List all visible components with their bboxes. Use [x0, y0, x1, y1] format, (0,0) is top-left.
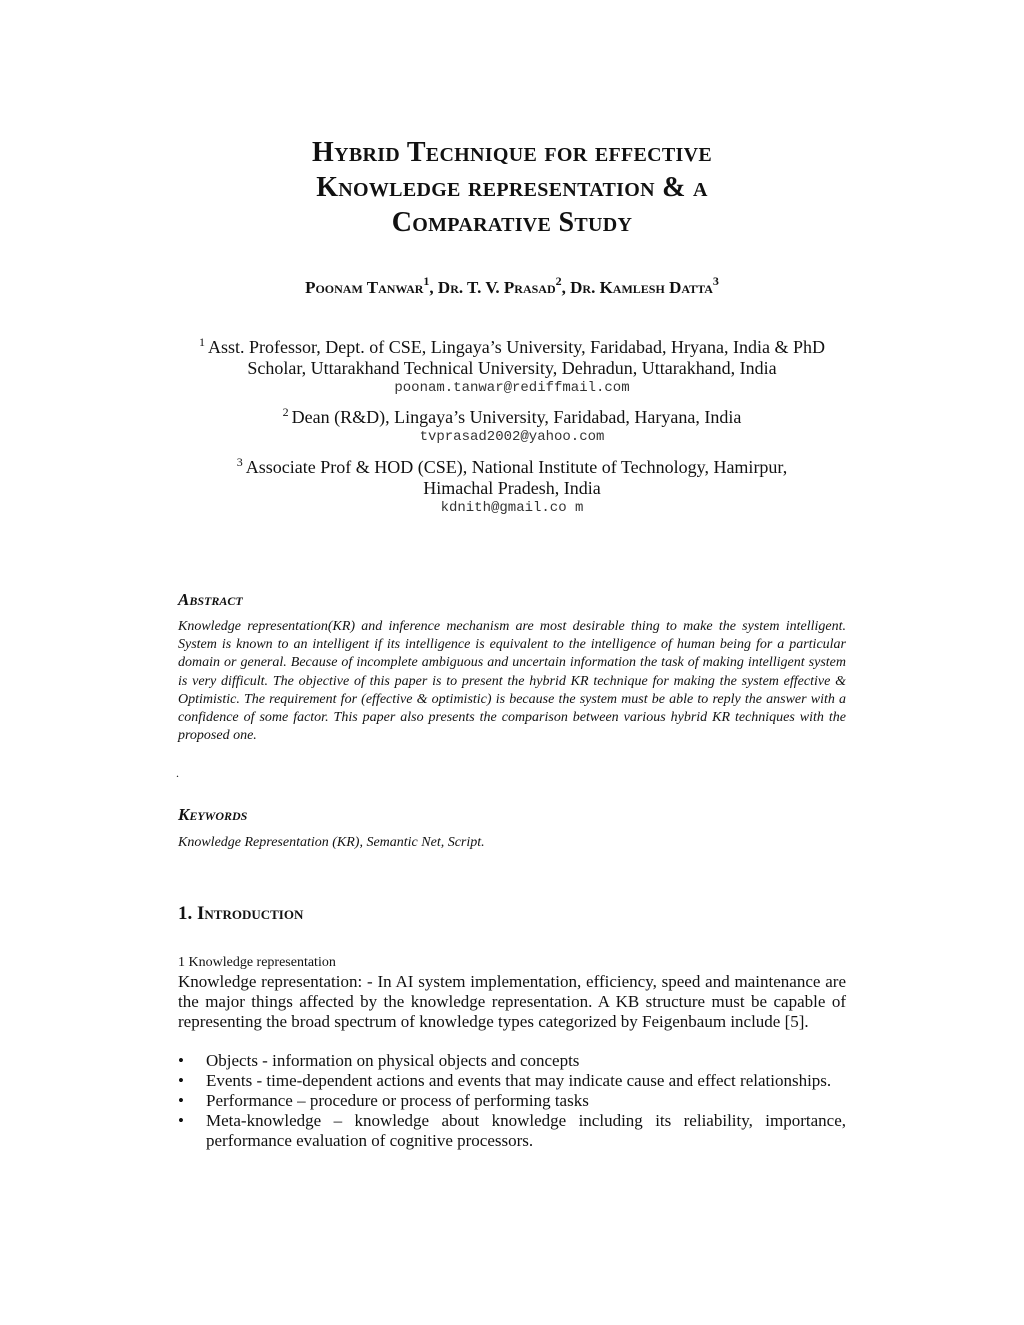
author-name: Dr. T. V. Prasad — [437, 278, 556, 297]
introduction-paragraph: Knowledge representation: - In AI system implementation, efficiency, speed and maintenance are the major things affected by the knowledge representation. A KB structure must be capable of representing the broad spectrum of knowledge types categorized by Feigenbaum include [5]. — [178, 972, 846, 1031]
author-name: Dr. Kamlesh Datta — [570, 278, 713, 297]
subsection-heading: 1 Knowledge representation — [178, 955, 336, 970]
keywords-heading: Keywords — [178, 805, 248, 824]
abstract-heading: Abstract — [178, 590, 243, 609]
title-line-1: Hybrid Technique for effective — [312, 137, 712, 168]
affiliation-1 — [160, 337, 864, 397]
affiliation-line: Asst. Professor, Dept. of CSE, Lingaya’s University, Faridabad, Hryana, India & PhD — [207, 337, 826, 357]
list-item: • Events - time-dependent actions and events that may indicate cause and effect relationships. — [178, 1071, 832, 1090]
affiliation-line: Dean (R&D), Lingaya’s University, Faridabad, Haryana, India — [291, 407, 742, 427]
paper-title — [0, 135, 1024, 240]
list-item: • Objects - information on physical objects and concepts — [178, 1051, 580, 1070]
list-item: • Performance – procedure or process of performing tasks — [178, 1091, 589, 1110]
affiliation-email[interactable]: poonam.tanwar@rediffmail.com — [394, 380, 630, 396]
author-sup: 2 — [555, 274, 562, 288]
affiliation-line: Associate Prof & HOD (CSE), National Institute of Technology, Hamirpur, — [245, 457, 788, 477]
bullet-icon: • — [178, 1051, 184, 1070]
affiliation-sup: 3 — [236, 455, 243, 469]
affiliation-sup: 2 — [282, 405, 289, 419]
bullet-icon: • — [178, 1071, 184, 1090]
introduction-heading — [178, 903, 303, 925]
keywords-text: Knowledge Representation (KR), Semantic Net, Script. — [178, 835, 485, 850]
knowledge-types-list — [178, 1051, 846, 1151]
section-number: 1. — [178, 903, 193, 924]
title-line-3: Comparative Study — [391, 207, 633, 238]
abstract-text: Knowledge representation(KR) and inference mechanism are most desirable thing to make the system intelligent. System is known to an intelligent if its intelligence is equivalent to the intelligence of human being for a particular domain or general. Because of incomplete ambiguous and uncertain information the task of making intelligent system is very difficult. The objective of this paper is to present the hybrid KR technique for making the system effective & Optimistic. The requirement for (effective & optimistic) is because the system must be able to reply the answer with a confidence of some factor. This paper also presents the comparison between various hybrid KR techniques with the proposed one. — [178, 619, 846, 744]
section-title: Introduction — [197, 903, 304, 924]
affiliation-email[interactable]: tvprasad2002@yahoo.com — [419, 429, 605, 445]
affiliation-line: Scholar, Uttarakhand Technical University, Dehradun, Uttarakhand, India — [247, 358, 777, 378]
author-list: Poonam Tanwar$^1$, Dr. T. V. Prasad$^2$, Dr. Kamlesh Datta$^3$ — [305, 274, 719, 297]
title-line-2: Knowledge representation & a — [316, 172, 708, 203]
affiliation-2 — [160, 407, 864, 446]
affiliation-sup: 1 — [198, 335, 205, 349]
stray-dot: . — [176, 766, 179, 780]
bullet-icon: • — [178, 1091, 184, 1110]
bullet-icon: • — [178, 1111, 184, 1130]
affiliation-3 — [160, 457, 864, 517]
affiliation-email[interactable]: kdnith@gmail.co m — [440, 500, 584, 516]
author-sup: 3 — [712, 274, 719, 288]
author-sup: 1 — [423, 274, 430, 288]
author-name: Poonam Tanwar — [305, 278, 424, 297]
list-item: • Meta-knowledge – knowledge about knowledge including its reliability, importance, performance evaluation of cognitive processors. — [178, 1111, 846, 1150]
affiliation-line: Himachal Pradesh, India — [423, 478, 601, 498]
